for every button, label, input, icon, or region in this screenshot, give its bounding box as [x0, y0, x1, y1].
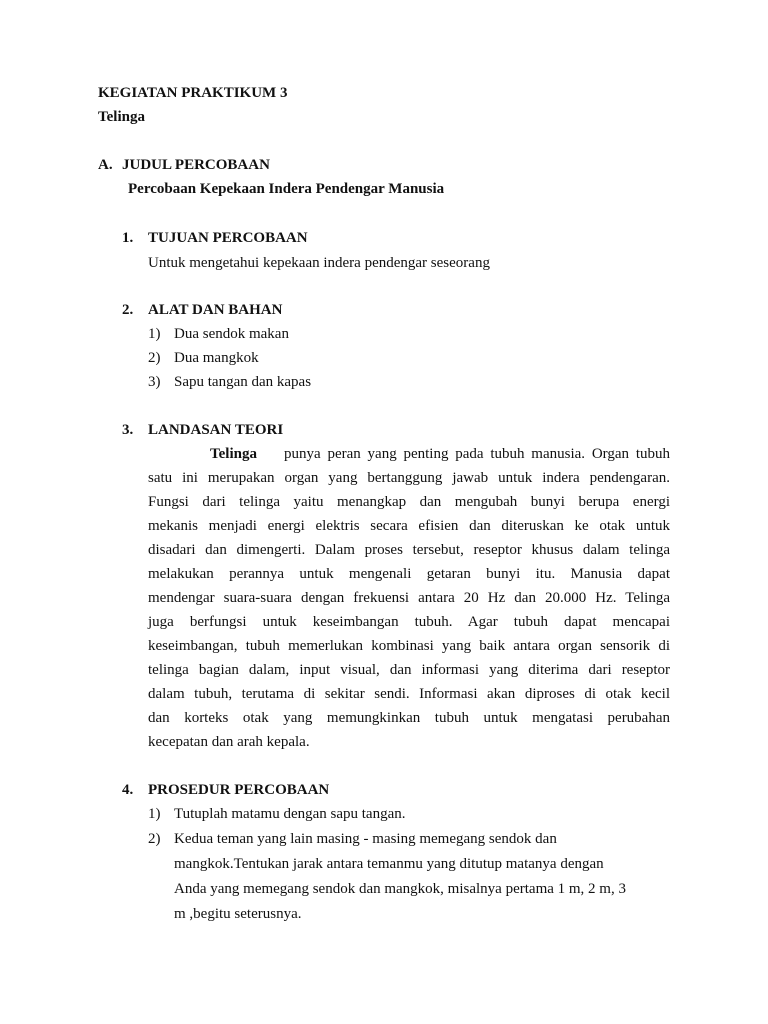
section-2-marker: 2.: [122, 302, 134, 318]
section-4-heading: PROSEDUR PERCOBAAN: [148, 782, 330, 798]
paragraph-line: disadari dan dimengerti. Dalam proses tersebut, reseptor khusus dalam telinga: [148, 542, 670, 558]
paragraph-line: melakukan perannya untuk mengenali getaran bunyi itu. Manusia dapat: [148, 566, 670, 582]
paragraph-line: mendengar suara-suara dengan frekuensi antara 20 Hz dan 20.000 Hz. Telinga: [148, 590, 670, 606]
section-1-marker: 1.: [122, 230, 134, 246]
list-item-continuation: mangkok.Tentukan jarak antara temanmu yang ditutup matanya dengan: [174, 856, 604, 872]
paragraph-line: mekanis menjadi energi elektris secara efisien dan diteruskan ke otak untuk: [148, 518, 670, 534]
list-item-continuation: m ,begitu seterusnya.: [174, 906, 302, 922]
list-item: Sapu tangan dan kapas: [174, 374, 312, 390]
paragraph-line: keseimbangan, tubuh memerlukan kombinasi yang baik antara organ sensorik di: [148, 638, 670, 654]
list-item-marker: 2): [148, 831, 161, 847]
section-1-heading: TUJUAN PERCOBAAN: [148, 230, 308, 246]
list-item: Kedua teman yang lain masing - masing memegang sendok dan: [174, 831, 557, 847]
paragraph-line: juga berfungsi untuk keseimbangan tubuh. Agar tubuh dapat mencapai: [148, 614, 670, 630]
paragraph-line: kecepatan dan arah kepala.: [148, 734, 310, 750]
section-3-marker: 3.: [122, 422, 134, 438]
paragraph-line: dan korteks otak yang memungkinkan tubuh untuk mengatasi perubahan: [148, 710, 670, 726]
list-item-marker: 3): [148, 374, 161, 390]
list-item-marker: 1): [148, 806, 161, 822]
list-item-marker: 2): [148, 350, 161, 366]
list-item-continuation: Anda yang memegang sendok dan mangkok, misalnya pertama 1 m, 2 m, 3: [174, 881, 626, 897]
paragraph-line: dalam tubuh, terutama di sekitar sendi. Informasi akan diproses di otak kecil: [148, 686, 670, 702]
section-a-marker: A.: [98, 157, 113, 173]
list-item: Dua mangkok: [174, 350, 259, 366]
paragraph-line: satu ini merupakan organ yang bertanggung jawab untuk indera pendengaran.: [148, 470, 670, 486]
paragraph-line: punya peran yang penting pada tubuh manusia. Organ tubuh: [284, 446, 670, 462]
document-subtitle: Telinga: [98, 109, 145, 125]
paragraph-line: Fungsi dari telinga yaitu menangkap dan mengubah bunyi berupa energi: [148, 494, 670, 510]
list-item: Tutuplah matamu dengan sapu tangan.: [174, 806, 406, 822]
section-4-marker: 4.: [122, 782, 134, 798]
section-a-text: Percobaan Kepekaan Indera Pendengar Manusia: [128, 181, 445, 197]
document-title: KEGIATAN PRAKTIKUM 3: [98, 85, 288, 101]
paragraph-lead-word: Telinga: [210, 446, 257, 462]
section-1-text: Untuk mengetahui kepekaan indera pendengar seseorang: [148, 255, 490, 271]
section-a-heading: JUDUL PERCOBAAN: [122, 157, 270, 173]
section-2-heading: ALAT DAN BAHAN: [148, 302, 283, 318]
section-3-heading: LANDASAN TEORI: [148, 422, 284, 438]
paragraph-line: telinga bagian dalam, input visual, dan informasi yang diterima dari reseptor: [148, 662, 670, 678]
list-item: Dua sendok makan: [174, 326, 289, 342]
list-item-marker: 1): [148, 326, 161, 342]
